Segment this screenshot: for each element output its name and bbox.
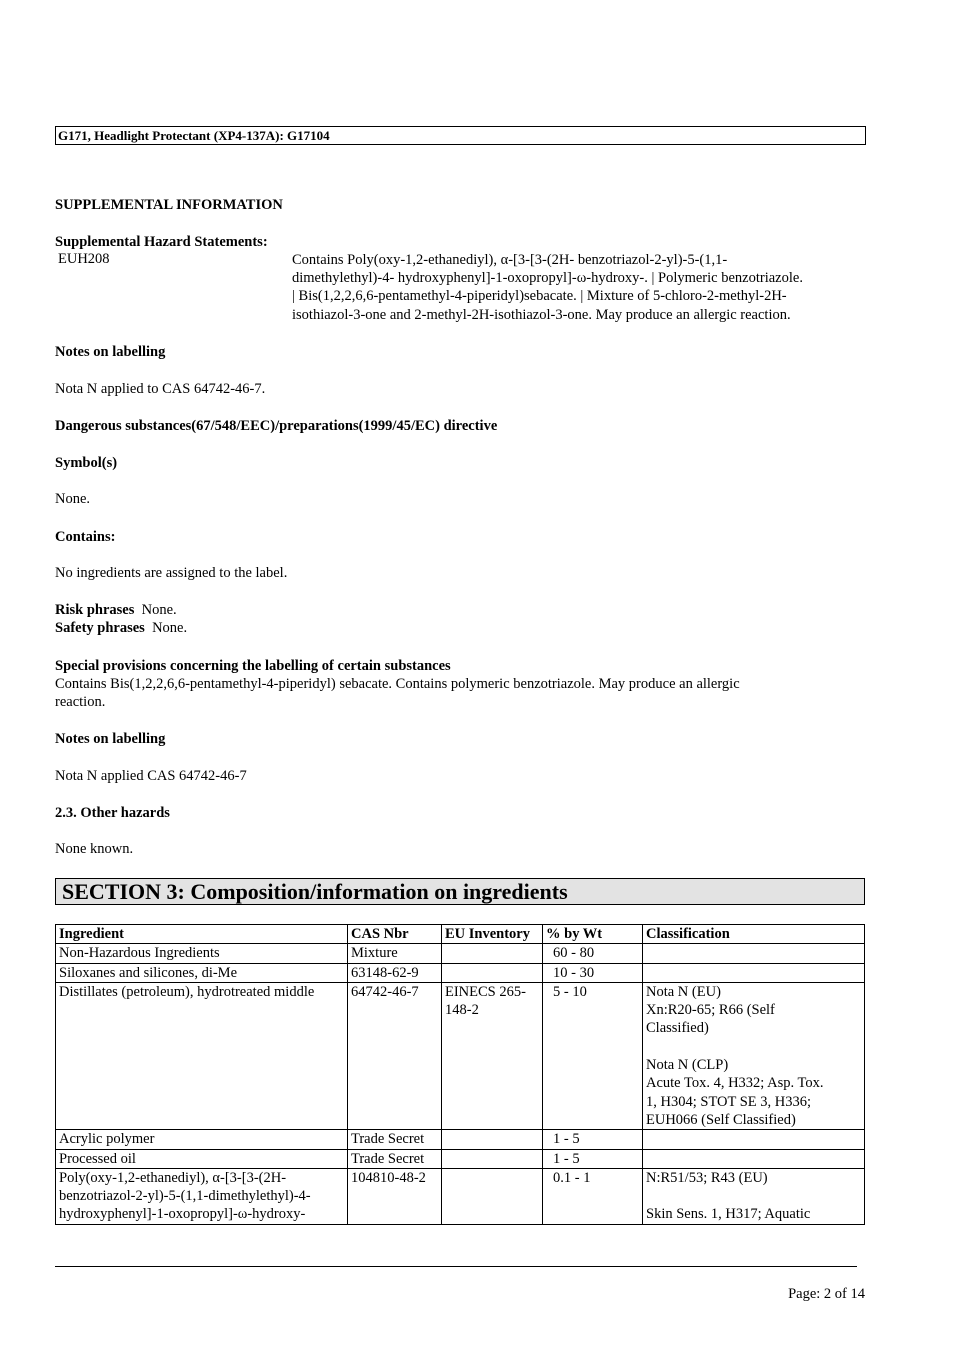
percent-cell: 1 - 5: [543, 1130, 643, 1149]
safety-phrases-value: None.: [152, 620, 188, 636]
page-number: Page: 2 of 14: [788, 1286, 865, 1302]
risk-phrases: [55, 601, 177, 619]
ingredient-line: Poly(oxy-1,2-ethanediyl), α-[3-[3-(2H-: [59, 1169, 287, 1186]
special-provisions-line: Contains Bis(1,2,2,6,6-pentamethyl-4-piperidyl) sebacate. Contains polymeric benzotriazole. May produce an allergic: [55, 676, 740, 692]
eu-inventory-cell: [442, 944, 543, 963]
eu-inventory-cell: [442, 963, 543, 982]
ingredient-line: Non-Hazardous Ingredients: [59, 945, 220, 962]
risk-phrases-label: Risk phrases: [55, 602, 135, 618]
column-header: % by Wt: [543, 925, 643, 944]
other-hazards-text: None known.: [55, 841, 134, 857]
special-provisions-line: reaction.: [55, 694, 106, 710]
cas-cell: Mixture: [348, 944, 442, 963]
classification-line: N:R51/53; R43 (EU): [646, 1169, 768, 1186]
section-3-heading: SECTION 3: Composition/information on ingredients: [55, 878, 865, 905]
directive-title: Dangerous substances(67/548/EEC)/preparations(1999/45/EC) directive: [55, 418, 498, 434]
ingredient-line: Distillates (petroleum), hydrotreated middle: [59, 983, 315, 1000]
hazard-text-line: dimethylethyl)-4- hydroxyphenyl]-1-oxopropyl]-ω-hydroxy-. | Polymeric benzotriazole.: [292, 270, 803, 287]
classification-line: Acute Tox. 4, H332; Asp. Tox.: [646, 1075, 824, 1092]
percent-cell: 10 - 30: [543, 963, 643, 982]
classification-line: [646, 1038, 861, 1056]
percent-cell: 1 - 5: [543, 1149, 643, 1168]
eu-inventory-cell: [442, 982, 543, 1129]
symbols-text: None.: [55, 491, 91, 507]
table-row: [56, 982, 865, 1129]
cas-cell: 104810-48-2: [348, 1168, 442, 1224]
symbols-title: Symbol(s): [55, 455, 118, 471]
eu-inventory-cell: [442, 1168, 543, 1224]
hazard-code: EUH208: [58, 251, 110, 267]
column-header: EU Inventory: [442, 925, 543, 944]
percent-cell: 5 - 10: [543, 982, 643, 1129]
column-header: CAS Nbr: [348, 925, 442, 944]
table-row: [56, 963, 865, 982]
cas-cell: Trade Secret: [348, 1149, 442, 1168]
footer-rule: [55, 1266, 857, 1267]
hazard-text-line: isothiazol-3-one and 2-methyl-2H-isothiazol-3-one. May produce an allergic reaction.: [292, 306, 791, 323]
safety-phrases: [55, 619, 187, 637]
ingredient-cell: [56, 944, 348, 963]
ingredient-line: Processed oil: [59, 1150, 136, 1167]
contains-title: Contains:: [55, 529, 116, 545]
ingredient-cell: [56, 1149, 348, 1168]
classification-cell: [643, 963, 865, 982]
cas-cell: 64742-46-7: [348, 982, 442, 1129]
hazard-statements-label: Supplemental Hazard Statements:: [55, 234, 268, 250]
percent-cell: 60 - 80: [543, 944, 643, 963]
classification-cell: [643, 944, 865, 963]
ingredient-line: Siloxanes and silicones, di-Me: [59, 964, 238, 981]
document-header: G171, Headlight Protectant (XP4-137A): G17104: [55, 126, 866, 145]
eu-inventory-line: 148-2: [445, 1002, 479, 1019]
notes-labelling-text: Nota N applied CAS 64742-46-7: [55, 768, 247, 784]
notes-labelling-title: Notes on labelling: [55, 344, 166, 360]
eu-inventory-line: EINECS 265-: [445, 983, 526, 1000]
ingredients-table: [55, 924, 865, 1225]
cas-cell: 63148-62-9: [348, 963, 442, 982]
supplemental-title: SUPPLEMENTAL INFORMATION: [55, 197, 283, 213]
classification-line: Classified): [646, 1020, 709, 1037]
classification-cell: [643, 982, 865, 1129]
classification-cell: [643, 1168, 865, 1224]
eu-inventory-cell: [442, 1149, 543, 1168]
hazard-statement-text: [292, 251, 862, 324]
classification-line: Nota N (CLP): [646, 1057, 729, 1074]
notes-labelling-title: Notes on labelling: [55, 731, 166, 747]
risk-phrases-value: None.: [141, 602, 177, 618]
hazard-text-line: Contains Poly(oxy-1,2-ethanediyl), α-[3-[3-(2H- benzotriazol-2-yl)-5-(1,1-: [292, 252, 728, 268]
notes-labelling-text: Nota N applied to CAS 64742-46-7.: [55, 381, 266, 397]
contains-text: No ingredients are assigned to the label.: [55, 565, 288, 581]
classification-cell: [643, 1130, 865, 1149]
ingredient-line: hydroxyphenyl]-1-oxopropyl]-ω-hydroxy-: [59, 1206, 306, 1223]
table-row: [56, 1168, 865, 1224]
ingredient-cell: [56, 982, 348, 1129]
other-hazards-title: 2.3. Other hazards: [55, 805, 170, 821]
classification-line: Nota N (EU): [646, 983, 721, 1000]
table-header-row: [56, 925, 865, 944]
eu-inventory-cell: [442, 1130, 543, 1149]
cas-cell: Trade Secret: [348, 1130, 442, 1149]
safety-phrases-label: Safety phrases: [55, 620, 145, 636]
table-row: [56, 1149, 865, 1168]
classification-line: [646, 1187, 861, 1205]
classification-line: EUH066 (Self Classified): [646, 1111, 796, 1128]
classification-line: Xn:R20-65; R66 (Self: [646, 1002, 775, 1019]
table-row: [56, 1130, 865, 1149]
hazard-text-line: | Bis(1,2,2,6,6-pentamethyl-4-piperidyl)sebacate. | Mixture of 5-chloro-2-methyl-2H-: [292, 288, 787, 305]
ingredient-line: benzotriazol-2-yl)-5-(1,1-dimethylethyl)-4-: [59, 1188, 311, 1205]
ingredient-line: Acrylic polymer: [59, 1131, 155, 1148]
special-provisions-title: Special provisions concerning the labelling of certain substances: [55, 658, 451, 674]
ingredient-cell: [56, 1130, 348, 1149]
classification-line: 1, H304; STOT SE 3, H336;: [646, 1093, 812, 1110]
percent-cell: 0.1 - 1: [543, 1168, 643, 1224]
column-header: Classification: [643, 925, 865, 944]
ingredient-cell: [56, 1168, 348, 1224]
classification-cell: [643, 1149, 865, 1168]
column-header: Ingredient: [56, 925, 348, 944]
classification-line: Skin Sens. 1, H317; Aquatic: [646, 1206, 811, 1223]
table-row: [56, 944, 865, 963]
ingredient-cell: [56, 963, 348, 982]
